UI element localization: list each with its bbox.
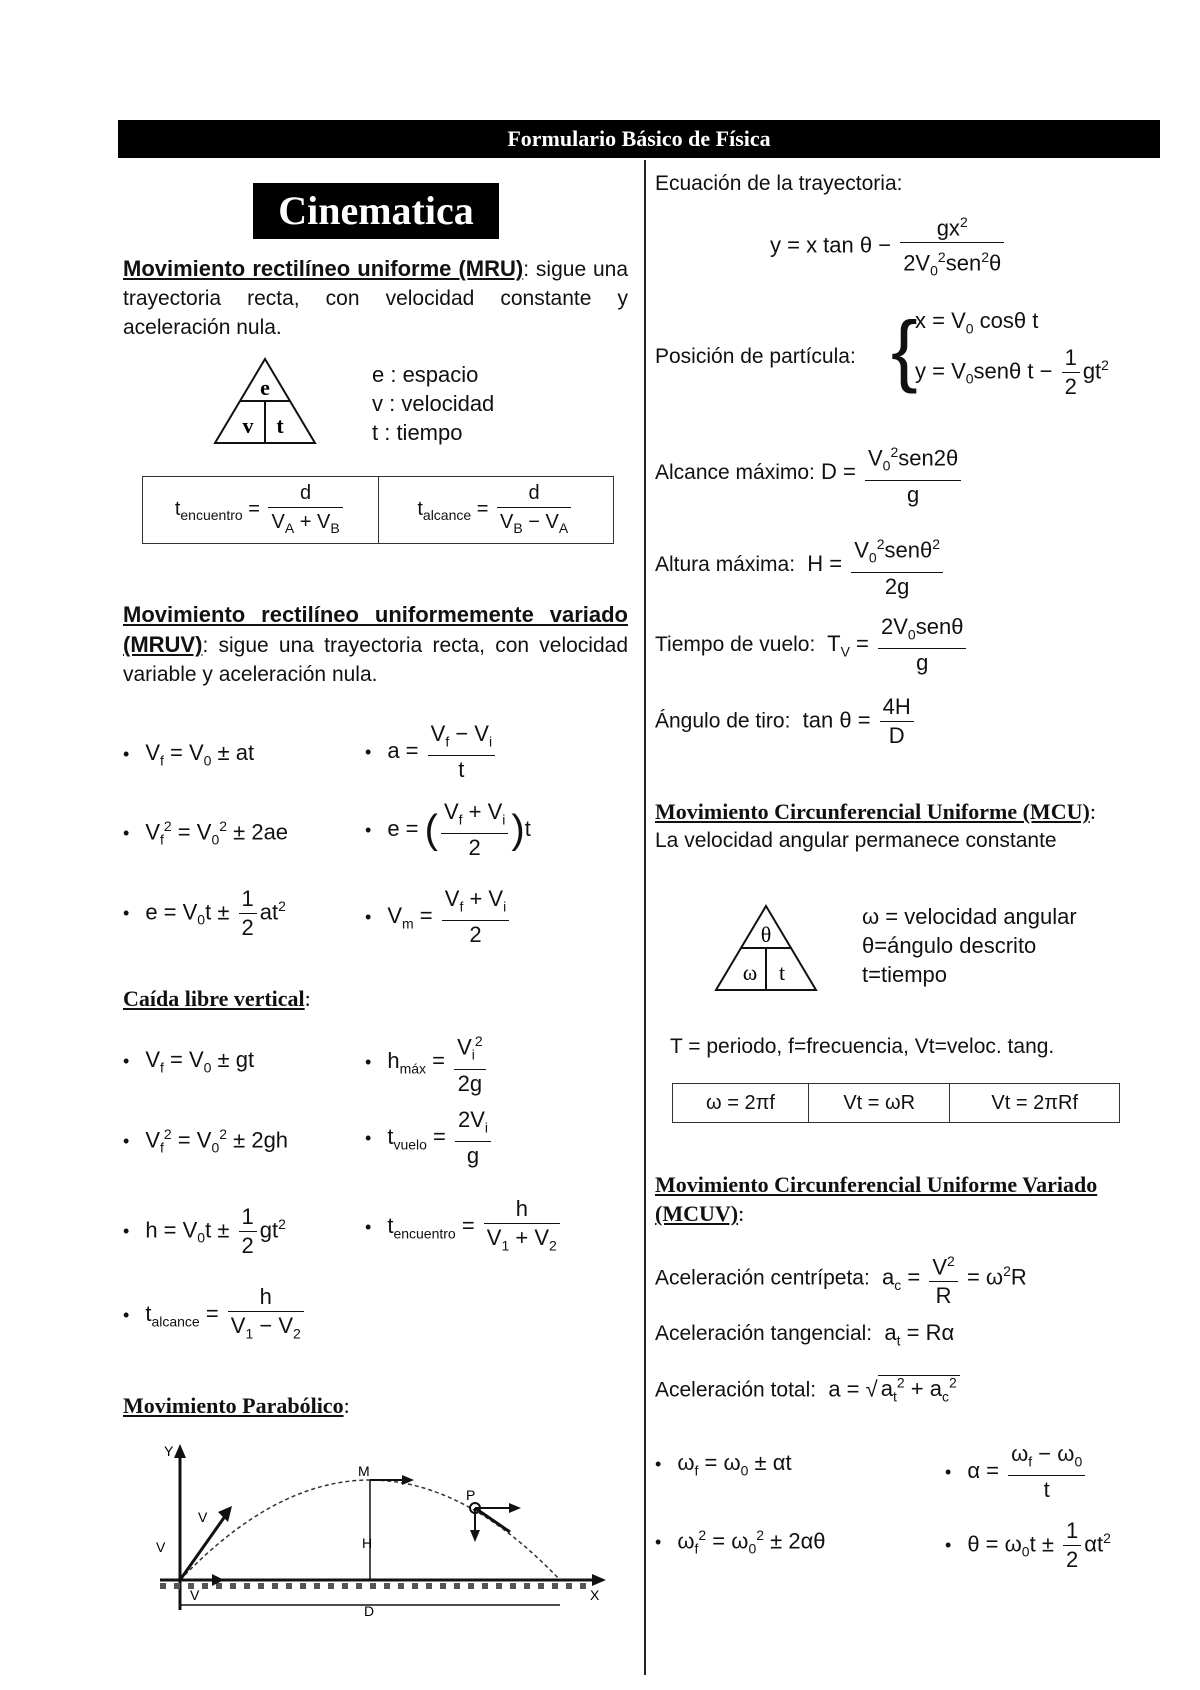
mruv-formula: • $V_f = V_0$ ± at [123,740,255,769]
parabolico-block: Movimiento Parabólico: [123,1393,350,1418]
mcu-cell: Vt = ωR [809,1084,950,1123]
angulo-tiro-formula: Ángulo de tiro: tan θ = $\frac{4H}{D}$ [655,693,917,750]
mru-description: sigue una trayectoria recta, con velocidad constante y aceleración nula. [123,258,628,339]
mruv-formula: • e = ( $\frac{V_f + V_i}{2}$ )t [365,799,531,861]
tri-top-e: e [260,375,270,400]
legend-item: θ=ángulo descrito [862,933,1037,958]
v0-label: V [198,1509,208,1525]
vy-label: V [156,1539,166,1555]
point-p-label: P [466,1487,476,1503]
section-title: Cinematica [253,183,499,239]
parabolico-heading: Movimiento Parabólico [123,1393,344,1418]
mruv-block: Movimiento rectilíneo uniformemente variado (MRUV): sigue una trayectoria recta, con velocidad variable y aceleración nula. [123,602,628,686]
mcu-cell: Vt = 2πRf [950,1084,1120,1123]
acel-tangencial-formula: Aceleración tangencial: $a_t = R\alpha$ [655,1320,955,1349]
caida-formula: • $V_f = V_0$ ± gt [123,1047,255,1076]
mcuv-heading: Movimiento Circunferencial Uniforme Variado (MCUV) [655,1172,1098,1226]
mcu-block: Movimiento Circunferencial Uniforme (MCU): La velocidad angular permanece constante [655,797,1160,855]
acel-centripeta-formula: Aceleración centrípeta: $a_c$ = $\frac{V^2}{R}$ = $\omega^2R$ [655,1247,1027,1310]
mruv-formula: • a = $\frac{V_f - V_i}{t}$ [365,720,498,784]
legend-item: t=tiempo [862,962,947,987]
axis-x-label: X [590,1587,600,1603]
trayectoria-formula: y = x tan θ − $\frac{gx^2}{2V_0^2sen^2\theta}$ [770,208,1007,285]
mcuv-formula: • α = $\frac{\omega_f - \omega_0}{t}$ [945,1440,1088,1504]
posicion-formula: { $x = V_0$ cosθ t $y = V_0sen\theta$ t − $\frac{1}{2}$ $gt^2$ [891,305,1109,400]
caida-formula: • $t_{vuelo}$ = $\frac{2V_i}{g}$ [365,1106,494,1170]
caida-formula: • $h_{máx}$ = $\frac{V_i^2}{2g}$ [365,1027,489,1098]
page-title: Formulario Básico de Física [118,120,1160,158]
mcu-note: T = periodo, f=frecuencia, Vt=veloc. tang. [670,1035,1055,1058]
column-divider [644,160,646,1675]
mruv-heading: Movimiento rectilíneo uniformemente variado (MRUV) [123,602,628,657]
alcance-formula: Alcance máximo: D = $\frac{V_0^2sen2\theta}{g}$ [655,438,964,509]
height-h-label: H [362,1535,373,1551]
caida-formula: • $h = V_0t$ ± $\frac{1}{2}$ $gt^2$ [123,1204,286,1258]
mcuv-formula: • $\omega_f^2 = \omega_0^2 \pm 2\alpha\theta$ [655,1527,826,1557]
parabolic-motion-diagram [150,1440,610,1625]
mcu-heading: Movimiento Circunferencial Uniforme (MCU) [655,799,1090,824]
legend-item: v : velocidad [372,391,495,416]
mcu-formula-table [672,1083,1120,1123]
mru-heading: Movimiento rectilíneo uniforme (MRU) [123,256,524,281]
acel-total-formula: Aceleración total: a = √ $a_t^2 + a_c^2$ [655,1375,960,1405]
posicion-label: Posición de partícula: [655,345,856,368]
caida-block: Caída libre vertical: [123,986,311,1011]
mruv-formula: • $e = V_0t$ ± $\frac{1}{2}$ $at^2$ [123,886,286,940]
mcu-cell: ω = 2πf [673,1084,809,1123]
tri-right-t: t [778,960,786,985]
altura-formula: Altura máxima: H = $\frac{V_0^2sen\theta^2}{2g}$ [655,530,946,601]
vx-label: V [190,1587,200,1603]
mcuv-formula: • $\theta = \omega_0t$ ± $\frac{1}{2}$ $\alpha t^2$ [945,1518,1111,1572]
mcu-triangle-diagram [712,902,820,994]
caida-formula: • $t_{alcance}$ = $\frac{h}{V_1 - V_2}$ [123,1283,307,1347]
t-encuentro-formula: $t_{encuentro}$ = $\frac{d}{V_A + V_B}$ [143,477,379,544]
caida-heading: Caída libre vertical [123,986,305,1011]
range-d-label: D [364,1603,375,1619]
tri-left-v: v [242,413,254,438]
mru-triangle-diagram [210,355,320,447]
mruv-formula: • $V_f^2 = V_0^2 \pm 2ae$ [123,818,289,848]
mruv-formula: • $V_m$ = $\frac{V_f + V_i}{2}$ [365,885,512,949]
caida-formula: • $t_{encuentro}$ = $\frac{h}{V_1 + V_2}$ [365,1195,563,1259]
trayectoria-label: Ecuación de la trayectoria: [655,172,903,195]
mruv-description: sigue una trayectoria recta, con velocidad variable y aceleración nula. [123,634,628,686]
caida-formula: • $V_f^2 = V_0^2 \pm 2gh$ [123,1126,289,1156]
mcuv-formula: • $\omega_f = \omega_0 \pm \alpha t$ [655,1450,792,1479]
mru-formula-table [142,476,614,544]
tri-right-t: t [276,413,284,438]
mcuv-block: Movimiento Circunferencial Uniforme Variado (MCUV): [655,1172,1098,1226]
t-alcance-formula: $t_{alcance}$ = $\frac{d}{V_B - V_A}$ [378,477,614,544]
point-m-label: M [358,1463,370,1479]
axis-y-label: Y [164,1443,174,1459]
mcu-description: La velocidad angular permanece constante [655,829,1057,852]
legend-item: t : tiempo [372,420,463,445]
legend-item: e : espacio [372,362,479,387]
mru-block: Movimiento rectilíneo uniforme (MRU): sigue una trayectoria recta, con velocidad constante y aceleración nula. [123,256,628,339]
tiempo-vuelo-formula: Tiempo de vuelo: $T_V$ = $\frac{2V_0sen\theta}{g}$ [655,613,969,677]
mcu-legend [862,902,1077,989]
legend-item: ω = velocidad angular [862,904,1077,929]
tri-top-theta: θ [760,922,772,947]
tri-left-omega: ω [742,960,758,985]
mru-legend [372,360,494,447]
